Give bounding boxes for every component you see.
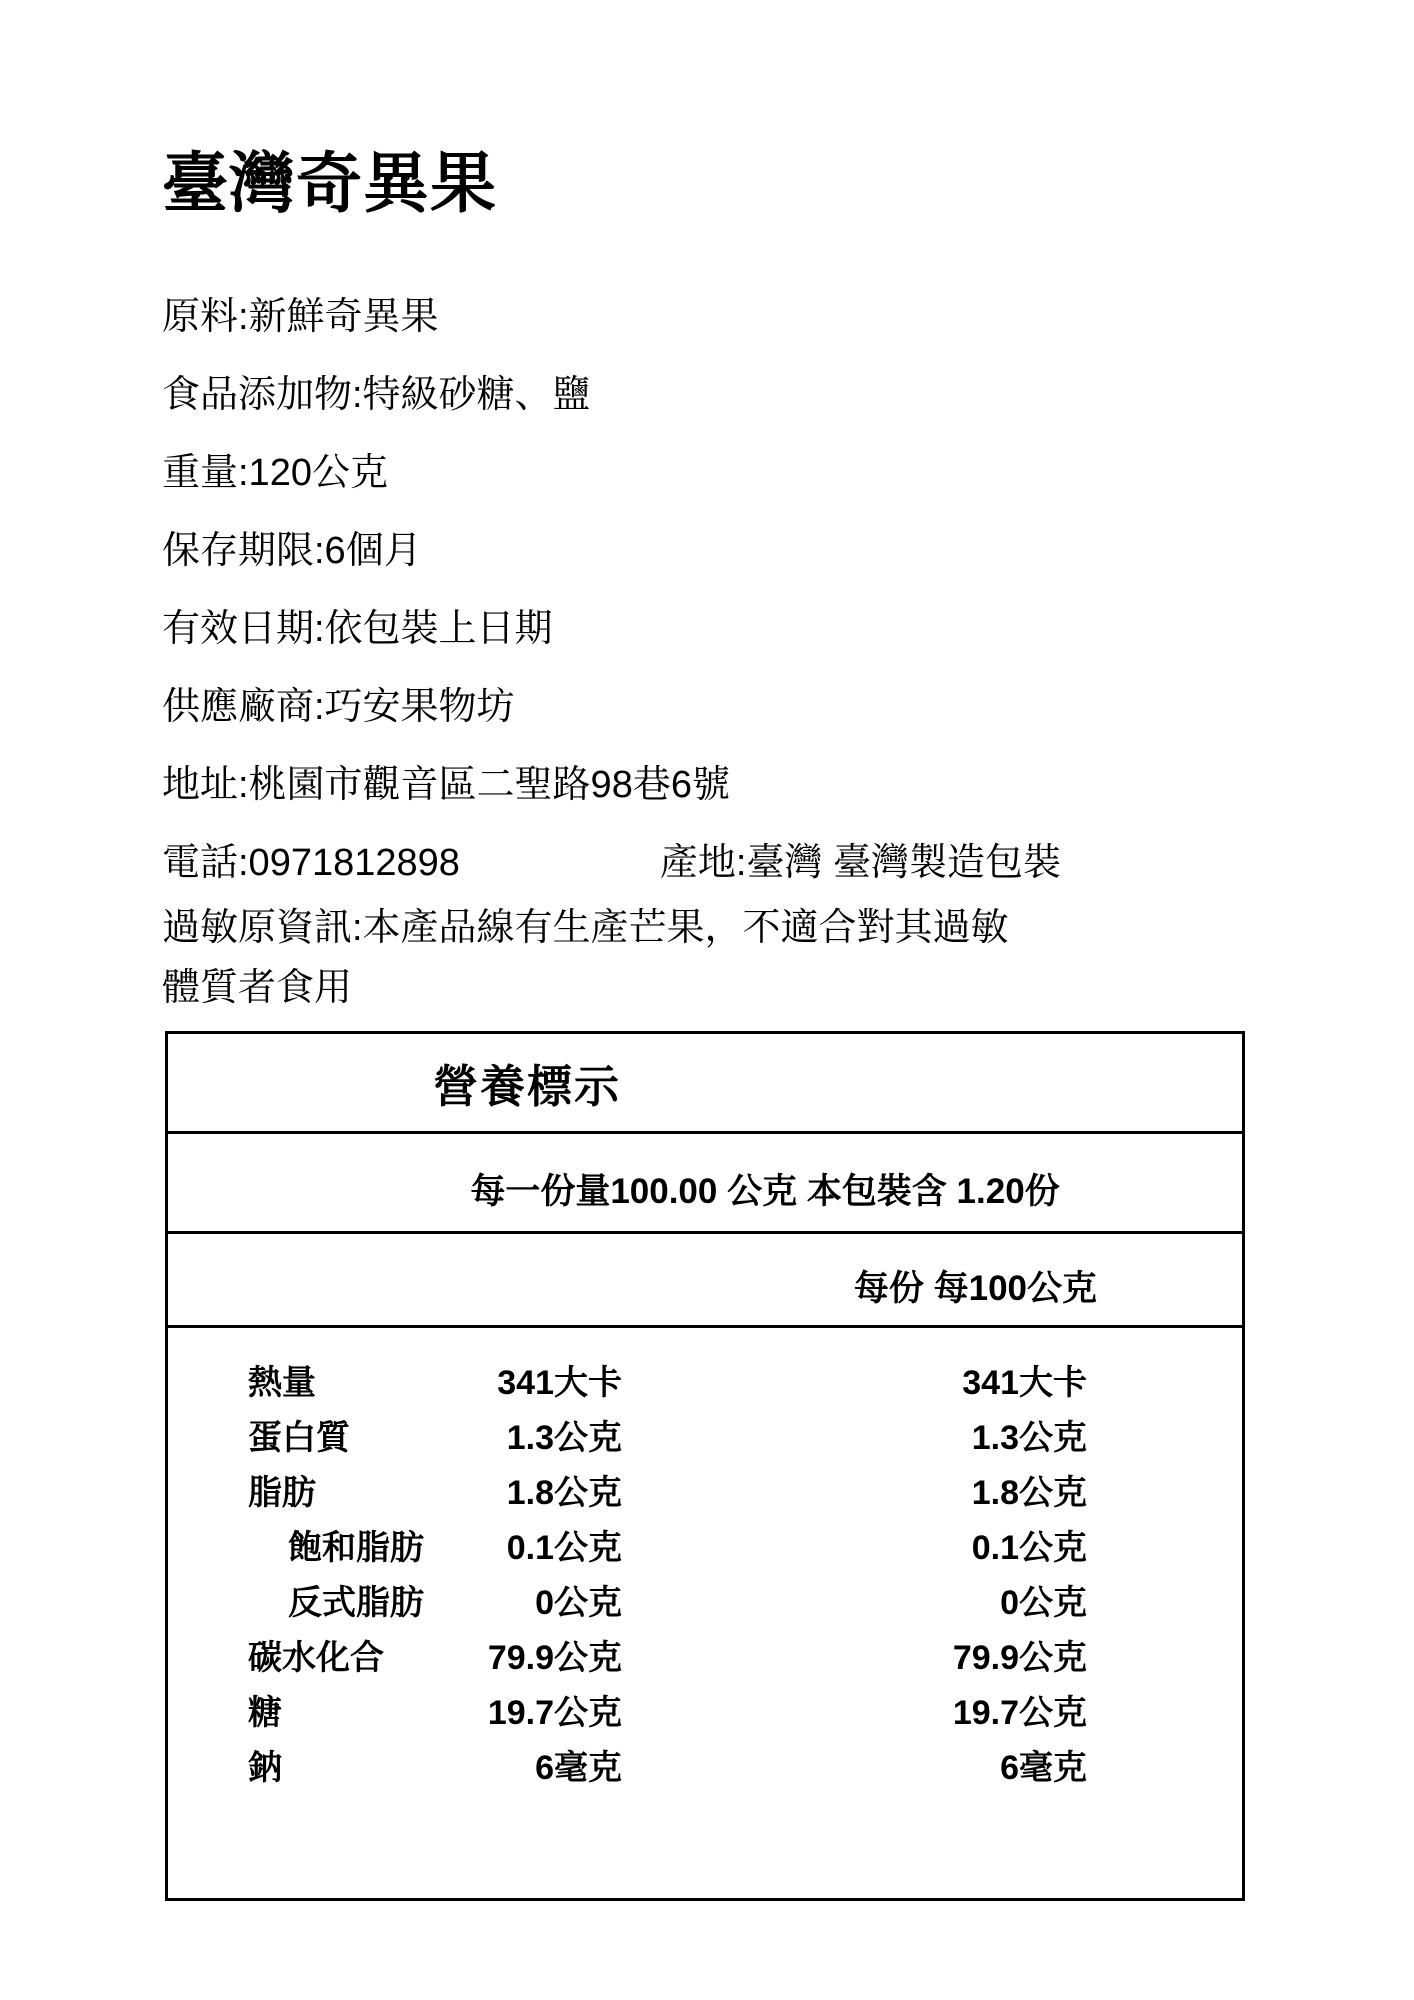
info-line-additives: 食品添加物:特級砂糖、鹽 (162, 374, 591, 416)
nutrition-row (248, 1737, 1087, 1792)
nutrient-name: 脂肪 (248, 1474, 316, 1512)
nutrient-per-serving: 6毫克 (535, 1749, 622, 1787)
info-line-expiry: 有效日期:依包裝上日期 (162, 608, 553, 650)
nutrient-per-100g: 341大卡 (962, 1364, 1087, 1402)
allergen-info (162, 898, 1248, 1018)
nutrient-per-serving: 0.1公克 (506, 1529, 622, 1567)
nutrient-per-serving: 1.8公克 (506, 1474, 622, 1512)
nutrient-per-100g: 0.1公克 (971, 1529, 1087, 1567)
info-line-supplier: 供應廠商:巧安果物坊 (162, 686, 515, 728)
nutrient-per-100g: 6毫克 (1000, 1749, 1087, 1787)
nutrient-per-100g: 1.8公克 (971, 1474, 1087, 1512)
nutrient-per-100g: 0公克 (1000, 1584, 1087, 1622)
nutrition-table (165, 1031, 1245, 1901)
nutrition-row (248, 1627, 1087, 1682)
nutrition-row (248, 1517, 1087, 1572)
nutrition-title: 營養標示 (432, 1061, 621, 1112)
nutrition-row (248, 1572, 1087, 1627)
nutrient-name: 碳水化合 (248, 1639, 384, 1677)
nutrient-per-serving: 341大卡 (497, 1364, 622, 1402)
product-title: 臺灣奇異果 (162, 146, 497, 220)
nutrition-serving-row (168, 1134, 1242, 1234)
nutrient-per-serving: 19.7公克 (487, 1694, 622, 1732)
nutrient-name: 蛋白質 (248, 1419, 350, 1457)
info-line-address: 地址:桃園市觀音區二聖路98巷6號 (162, 764, 730, 806)
info-line-ingredients: 原料:新鮮奇異果 (162, 296, 439, 338)
nutrient-per-serving: 1.3公克 (506, 1419, 622, 1457)
product-label-page (162, 148, 1248, 1901)
nutrient-per-100g: 19.7公克 (952, 1694, 1087, 1732)
nutrition-body (168, 1328, 1242, 1898)
nutrient-per-serving: 79.9公克 (487, 1639, 622, 1677)
phone-number: 電話:0971812898 (162, 842, 460, 884)
origin-text: 產地:臺灣 臺灣製造包裝 (659, 842, 1062, 884)
info-line-contact-origin (162, 842, 1248, 884)
nutrition-title-row (168, 1034, 1242, 1134)
nutrient-name: 熱量 (248, 1364, 316, 1402)
nutrition-row (248, 1462, 1087, 1517)
allergen-line-2: 體質者食用 (162, 967, 353, 1009)
nutrient-name: 糖 (248, 1694, 282, 1732)
info-line-shelf-life: 保存期限:6個月 (162, 530, 422, 572)
nutrition-row (248, 1682, 1087, 1737)
nutrient-name: 反式脂肪 (288, 1584, 424, 1622)
nutrition-row (248, 1407, 1087, 1462)
nutrition-serving-text: 每一份量100.00 公克 本包裝含 1.20份 (470, 1171, 1060, 1211)
nutrient-name: 鈉 (248, 1749, 282, 1787)
nutrition-row (248, 1352, 1087, 1407)
nutrient-per-100g: 79.9公克 (952, 1639, 1087, 1677)
info-line-weight: 重量:120公克 (162, 452, 388, 494)
nutrient-per-serving: 0公克 (535, 1584, 622, 1622)
nutrition-column-header-row (168, 1234, 1242, 1328)
nutrition-column-header: 每份 每100公克 (853, 1268, 1097, 1308)
nutrient-per-100g: 1.3公克 (971, 1419, 1087, 1457)
allergen-line-1: 過敏原資訊:本產品線有生產芒果，不適合對其過敏 (162, 907, 1009, 949)
nutrient-name: 飽和脂肪 (288, 1529, 424, 1567)
